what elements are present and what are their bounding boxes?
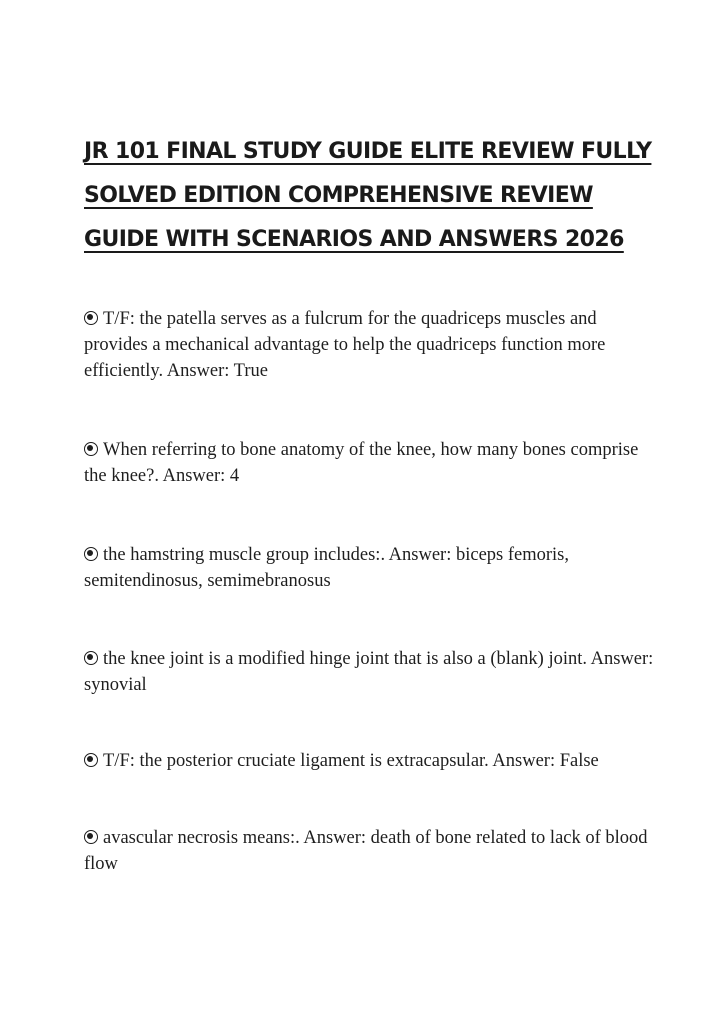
title-line-2: SOLVED EDITION COMPREHENSIVE REVIEW bbox=[84, 183, 593, 208]
radio-bullet-icon bbox=[84, 651, 98, 665]
radio-bullet-icon bbox=[84, 311, 98, 325]
list-item bbox=[84, 646, 654, 698]
question-answer-text: the knee joint is a modified hinge joint that is also a (blank) joint. Answer: synovial bbox=[84, 649, 654, 695]
radio-bullet-icon bbox=[84, 547, 98, 561]
document-title bbox=[84, 130, 664, 262]
question-answer-text: When referring to bone anatomy of the knee, how many bones comprise the knee?. Answer: 4 bbox=[84, 440, 639, 486]
list-item bbox=[84, 748, 654, 774]
radio-bullet-icon bbox=[84, 442, 98, 456]
list-item bbox=[84, 306, 654, 384]
radio-bullet-icon bbox=[84, 753, 98, 767]
title-line-3: GUIDE WITH SCENARIOS AND ANSWERS 2026 bbox=[84, 227, 624, 252]
question-answer-text: T/F: the posterior cruciate ligament is extracapsular. Answer: False bbox=[103, 751, 599, 771]
question-answer-text: the hamstring muscle group includes:. Answer: biceps femoris, semitendinosus, semimebranosus bbox=[84, 545, 570, 591]
title-line-1: JR 101 FINAL STUDY GUIDE ELITE REVIEW FULLY bbox=[84, 139, 652, 164]
list-item bbox=[84, 437, 654, 489]
list-item bbox=[84, 825, 654, 877]
question-answer-text: avascular necrosis means:. Answer: death of bone related to lack of blood flow bbox=[84, 828, 648, 874]
radio-bullet-icon bbox=[84, 830, 98, 844]
list-item bbox=[84, 542, 654, 594]
question-answer-text: T/F: the patella serves as a fulcrum for the quadriceps muscles and provides a mechanical advantage to help the quadriceps function more efficiently. Answer: True bbox=[84, 309, 606, 381]
